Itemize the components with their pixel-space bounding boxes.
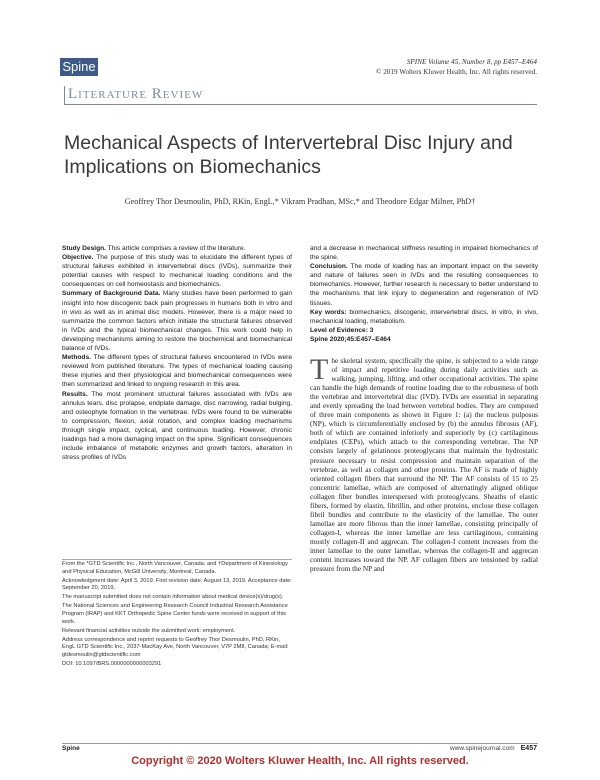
- footer-journal: Spine: [62, 745, 80, 752]
- body-paragraph-text: he skeletal system, specifically the spine, is subjected to a wide range of impact and repetitive loading during daily activities such as walking, jumping, lifting, and other occupational activities. The spine can handle the high demands of routine loading due to the robustness of both the vertebrae and intervertebral disc (IVD). IVDs are essential in separating and evenly spreading the load between vertebral bodies. They are composed of three main components as shown in Figure 1: (a) the nucleus pulposus (NP), which is circumferentially enclosed by (b) the annulus fibrosus (AF), both of which are contained inferiorly and superiorly by (c) cartilaginous endplates (CEPs), which attach to the corresponding vertebrae. The NP consists largely of gelatinous proteoglycans that maintain the hydrostatic pressure necessary to resist compression and maintain separation of the vertebrae, as well as collagen and other proteins. The AF is made of highly oriented collagen fibers that surround the NP. The AF consists of 15 to 25 concentric lamellae, which are composed of alternatingly aligned oblique collagen fiber bundles interspersed with proteoglycans. Sheaths of elastic fibers, formed by elastin, fibrillin, and other proteins, enclose these collagen fibril bundles and contribute to the elasticity of the lamellae. The outer lamellae are more fibrous than the inner lamellae, consisting principally of collagen-I, whereas the inner lamellae are less cartilaginous, containing mostly collagen-II and aggrecan. The collagen-I content increases from the inner lamellae to the outer lamellae, whereas the collagen-II and aggrecan content increases toward the NP. AF collagen fibers are tensioned by radial pressure from the NP and: [310, 356, 538, 574]
- header-copyright: © 2019 Wolters Kluwer Health, Inc. All rights reserved.: [375, 68, 537, 76]
- footnote-doi: DOI: 10.1097/BRS.0000000000003291: [62, 661, 162, 668]
- objective-label: Objective.: [62, 254, 94, 262]
- article-title: Mechanical Aspects of Intervertebral Disc Injury and Implications on Biomechanics: [64, 132, 513, 178]
- background-text: Many studies have been performed to gain insight into how discogenic back pain progresses in humans both in vitro and in vivo as well as in animal disc models. However, there is a major need to summarize the common factors which initiate the structural failures observed in IVDs and the typical biomechanical changes. This work could help in developing mechanisms aiming to restore the biochemical and biomechanical balance of IVDs.: [62, 290, 292, 353]
- footer-page: E457: [520, 745, 537, 752]
- footnotes: [62, 561, 292, 670]
- conclusion-text: The mode of loading has an important impact on the severity and nature of failures seen in IVDs and the resulting consequences to biomechanics. However, further research is necessary to better understand to the mechanisms that link injury to degeneration and regeneration of IVD tissues.: [310, 263, 538, 307]
- footnote-divider: [62, 559, 292, 560]
- body-paragraph: [310, 353, 538, 574]
- footer-url[interactable]: www.spinejournal.com: [449, 745, 515, 752]
- abstract-results: [62, 390, 292, 463]
- footnote-funding: The National Sciences and Engineering Research Council Industrial Research Assistance Program (IRAP) and KKT Orthopedic Spine Center funds were received in support of this work.: [62, 603, 288, 625]
- citation: Spine 2020;45:E457–E464: [310, 335, 391, 343]
- footnote-device: The manuscript submitted does not contain information about medical device(s)/drug(s).: [62, 594, 284, 601]
- results-label: Results.: [62, 390, 88, 398]
- abstract-conclusion: [310, 262, 538, 307]
- section-bar: [64, 86, 65, 104]
- section-divider: [64, 104, 537, 105]
- keywords-text: biomechanics, discogenic, intervertebral discs, in vitro, in vivo, mechanical loading, metabolism.: [310, 308, 538, 325]
- abstract-left-column: [62, 244, 292, 462]
- abstract-background: [62, 289, 292, 353]
- journal-logo: Spine: [60, 58, 98, 76]
- footnote-correspondence: Address correspondence and reprint requests to Geoffrey Thor Desmoulin, PhD, RKin, EngL GTD Scientific Inc., 2037-MacKay Ave, North Vancouver, V7P 2M8, Canada; E-mail: gtdesmoulin@gtdscientific.com: [62, 636, 289, 659]
- study-design-text: This article comprises a review of the literature.: [105, 245, 246, 252]
- copyright-watermark: Copyright © 2020 Wolters Kluwer Health, Inc. All rights reserved.: [131, 755, 469, 767]
- results-text: The most prominent structural failures associated with IVDs are annulus tears, disc prolapse, endplate damage, disc narrowing, radial bulging, and osteophyte formation in the vertebrae. IVDs were found to be vulnerable to compression, flexion, axial rotation, and complex loading mechanisms through single impact, cyclical, and continuous loading. However, chronic loadings had a more damaging impact on the spine. Significant consequences include imbalance of metabolic enzymes and growth factors, alteration in stress profiles of IVDs: [62, 390, 292, 462]
- methods-label: Methods.: [62, 354, 91, 362]
- abstract-objective: [62, 253, 292, 289]
- keywords-label: Key words:: [310, 308, 347, 316]
- background-label: Summary of Background Data.: [62, 290, 161, 298]
- abstract-right-column: [310, 244, 538, 344]
- methods-text: The different types of structural failures encountered in IVDs were reviewed from published literature. The types of mechanical loading causing these injuries and their physiological and biomechanical consequences were then summarized and linked to ongoing research in this area.: [62, 354, 292, 389]
- footnote-dates: Acknowledgment date: April 3, 2019. First revision date: August 13, 2019. Acceptance date: September 20, 2019.: [62, 577, 292, 592]
- results-continued: and a decrease in mechanical stiffness resulting in impaired biomechanics of the spine.: [310, 245, 538, 262]
- footer-right: [450, 745, 537, 752]
- footnote-affiliation: From the *GTD Scientific Inc., North Vancouver, Canada; and †Department of Kinesiology and Physical Education, McGill University, Montreal, Canada.: [62, 561, 288, 575]
- drop-cap: T: [310, 353, 329, 386]
- conclusion-label: Conclusion.: [310, 263, 348, 271]
- abstract-study-design: [62, 244, 292, 253]
- journal-info: [376, 57, 537, 77]
- abstract-keywords: [310, 308, 538, 326]
- body-text: [310, 353, 538, 574]
- study-design-label: Study Design.: [62, 245, 106, 252]
- footer-divider: [62, 743, 538, 744]
- section-label: Literature Review: [68, 86, 204, 102]
- article-authors: Geoffrey Thor Desmoulin, PhD, RKin, EngL,* Vikram Pradhan, MSc,* and Theodore Edgar Milner, PhD†: [124, 197, 476, 206]
- level-of-evidence: Level of Evidence: 3: [310, 326, 374, 334]
- abstract-methods: [62, 353, 292, 389]
- footnote-financial: Relevant financial activities outside the submitted work: employment.: [62, 627, 236, 634]
- journal-volume: SPINE Volume 45, Number 8, pp E457–E464: [406, 58, 537, 66]
- objective-text: The purpose of this study was to elucidate the different types of structural failures exhibited in intervertebral discs (IVDs), summarize their potential causes with respect to mechanical loading conditions and the consequences on cell homeostasis and biomechanics.: [62, 254, 292, 289]
